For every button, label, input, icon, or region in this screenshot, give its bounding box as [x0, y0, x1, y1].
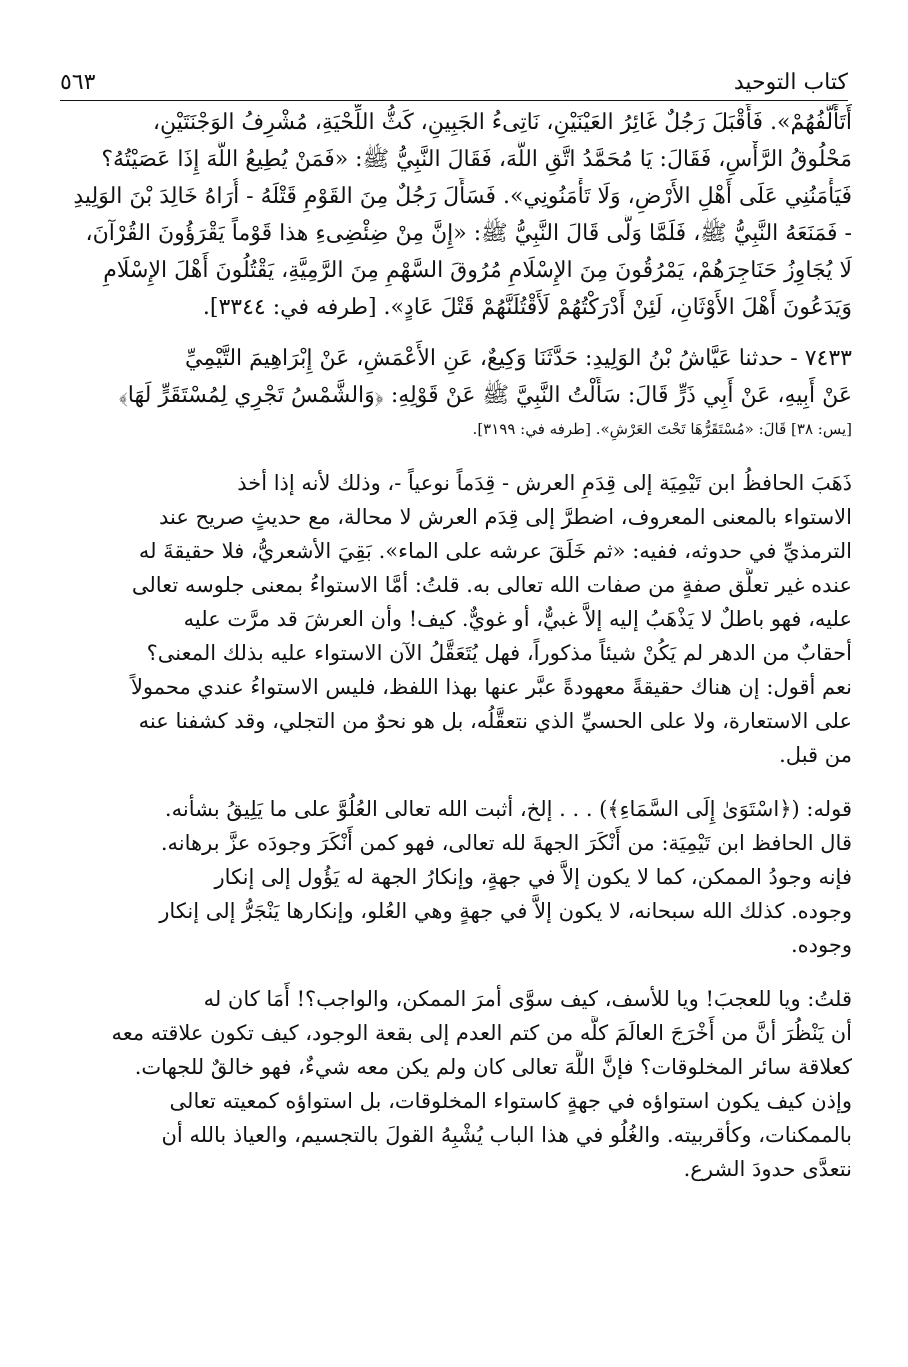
spacer [66, 962, 852, 982]
commentary-paragraph-3 [66, 982, 852, 1186]
text-line: قال الحافظ ابن تَيْمِيَة: من أَنْكَرَ الجهةَ لله تعالى، فهو كمن أَنْكَرَ وجودَه عزَّ برهانه. [160, 831, 852, 855]
running-head [60, 48, 848, 98]
text-line: ٧٤٣٣ - حدثنا عَيَّاشُ بْنُ الوَلِيدِ: حَدَّثَنَا وَكِيعٌ، عَنِ الأَعْمَشِ، عَنْ إِبْرَاهِيمَ التَّيْمِيِّ [185, 346, 852, 371]
page-body [66, 104, 852, 1186]
text-line: قوله: (﴿اسْتَوَىٰ إِلَى السَّمَاءِ﴾) . . . إلخ، أثبت الله تعالى العُلُوَّ على ما يَلِيقُ بشأنه. [164, 797, 852, 821]
hadith-block-1 [66, 104, 852, 326]
text-line: - فَمَنَعَهُ النَّبِيُّ ﷺ، فَلَمَّا وَلَّى قَالَ النَّبِيُّ ﷺ: «إِنَّ مِنْ ضِئْضِىءِ هذا قَوْماً يَقْرَؤُونَ القُرْآنَ، [85, 221, 852, 246]
spacer [66, 444, 852, 466]
text-line: مَحْلُوقُ الرَّأْسِ، فَقَالَ: يَا مُحَمَّدُ اتَّقِ اللَّهَ، فَقَالَ النَّبِيُّ ﷺ: «فَمَنْ يُطِيعُ اللَّهَ إِذَا عَصَيْتُهُ؟ [101, 147, 852, 172]
text-line: وإذن كيف يكون استواؤه في جهةٍ كاستواء المخلوقات، بل استواؤه كمعيته تعالى [169, 1089, 852, 1113]
header-rule [60, 100, 848, 101]
spacer [66, 326, 852, 340]
spacer [66, 772, 852, 792]
text-line: فَيَأْمَنُنِي عَلَى أَهْلِ الأَرْضِ، وَلَا تَأْمَنُونِي». فَسَأَلَ رَجُلٌ مِنَ القَوْمِ قَتْلَهُ - أُرَاهُ خَالِدَ بْنَ الوَلِيدِ [73, 184, 852, 209]
text-line: بالممكنات، وكأقربيته. والغُلُو في هذا الباب يُشْبِهُ القولَ بالتجسيم، والعياذ بالله أن [161, 1123, 852, 1147]
text-line: لَا يُجَاوِزُ حَنَاجِرَهُمْ، يَمْرُقُونَ مِنَ الإِسْلَامِ مُرُوقَ السَّهْمِ مِنَ الرَّمِيَّةِ، يَقْتُلُونَ أَهْلَ الإِسْلَامِ [103, 258, 852, 283]
text-line: نتعدَّى حدودَ الشرع. [683, 1157, 852, 1181]
text-line: كعلاقة سائر المخلوقات؟ فإنَّ اللَّهَ تعالى كان ولم يكن معه شيءٌ، فهو خالقٌ للجهات. [134, 1055, 852, 1079]
text-line: عنده غير تعلُّق صفةٍ من صفات الله تعالى به. قلتُ: أمَّا الاستواءُ بمعنى جلوسه تعالى [131, 573, 852, 597]
running-title: كتاب التوحيد [733, 70, 848, 95]
hadith-block-2 [66, 340, 852, 444]
text-line: أحقابٌ من الدهر لم يَكُنْ شيئاً مذكوراً، فهل يُتَعَقَّلُ الآن الاستواء عليه بذلك المعنى؟ [146, 641, 852, 665]
text-line: عَنْ أَبِيهِ، عَنْ أَبِي ذَرٍّ قَالَ: سَأَلْتُ النَّبِيَّ ﷺ عَنْ قَوْلِهِ: ﴿وَالشَّمْسُ تَجْرِي لِمُسْتَقَرٍّ لَهَا﴾ [118, 383, 852, 408]
text-line: فإنه وجودُ الممكن، كما لا يكون إلاَّ في جهةٍ، وإنكارُ الجهة له يَؤُول إلى إنكار [214, 865, 852, 889]
citation-line: [يس: ٣٨] قَالَ: «مُسْتَقَرُّهَا تَحْتَ العَرْشِ». [طرفه في: ٣١٩٩]. [472, 420, 852, 438]
text-line: وجوده. [790, 933, 852, 957]
text-line: قلتُ: ويا للعجبَ! ويا للأسف، كيف سوَّى أمرَ الممكن، والواجب؟! أَمَا كان له [203, 987, 852, 1011]
commentary-paragraph-1 [66, 466, 852, 772]
text-line: وجوده. كذلك الله سبحانه، لا يكون إلاَّ في جهةٍ وهي العُلو، وإنكارها يَنْجَرُّ إلى إنكار [159, 899, 852, 923]
text-line: عليه، فهو باطلٌ لا يَذْهَبُ إليه إلاَّ غبيٌّ، أو غويٌّ. كيف! وأن العرشَ قد مرَّت عليه [183, 607, 852, 631]
text-line: الترمذيِّ في حدوثه، ففيه: «ثم خَلَقَ عرشه على الماء». بَقِيَ الأشعريُّ، فلا حقيقةَ له [138, 539, 852, 563]
text-line: من قبل. [779, 743, 852, 767]
text-line: وَيَدَعُونَ أَهْلَ الأَوْثَانِ، لَئِنْ أَدْرَكْتُهُمْ لَأَقْتُلَنَّهُمْ قَتْلَ عَادٍ». [طرفه في: ٣٣٤٤]. [202, 295, 852, 320]
text-line: ذَهَبَ الحافظُ ابن تَيْمِيَة إلى قِدَمِ العرش - قِدَماً نوعياً -، وذلك لأنه إذا أخذ [237, 471, 852, 495]
text-line: نعم أقول: إن هناك حقيقةً معهودةً عبَّر عنها بهذا اللفظ، فليس الاستواءُ عندي محمولاً [130, 675, 852, 699]
page-number: ٥٦٣ [60, 70, 96, 95]
text-line: أن يَنْظُرَ أنَّ من أَخْرَجَ العالَمَ كلَّه من كتم العدم إلى بقعة الوجود، كيف تكون علاقته معه [111, 1021, 852, 1045]
text-line: أَتَأَلَّفُهُمْ». فَأَقْبَلَ رَجُلٌ غَائِرُ العَيْنَيْنِ، نَاتِىءُ الجَبِينِ، كَثُّ اللِّحْيَةِ، مُشْرِفُ الوَجْنَتَيْنِ، [152, 110, 852, 135]
text-line: الاستواء بالمعنى المعروف، اضطرَّ إلى قِدَم العرش لا محالة، مع حديثٍ صريح عند [158, 505, 852, 529]
commentary-paragraph-2 [66, 792, 852, 962]
text-line: على الاستعارة، ولا على الحسيِّ الذي نتعقَّلُه، بل هو نحوٌ من التجلي، وقد كشفنا عنه [138, 709, 852, 733]
